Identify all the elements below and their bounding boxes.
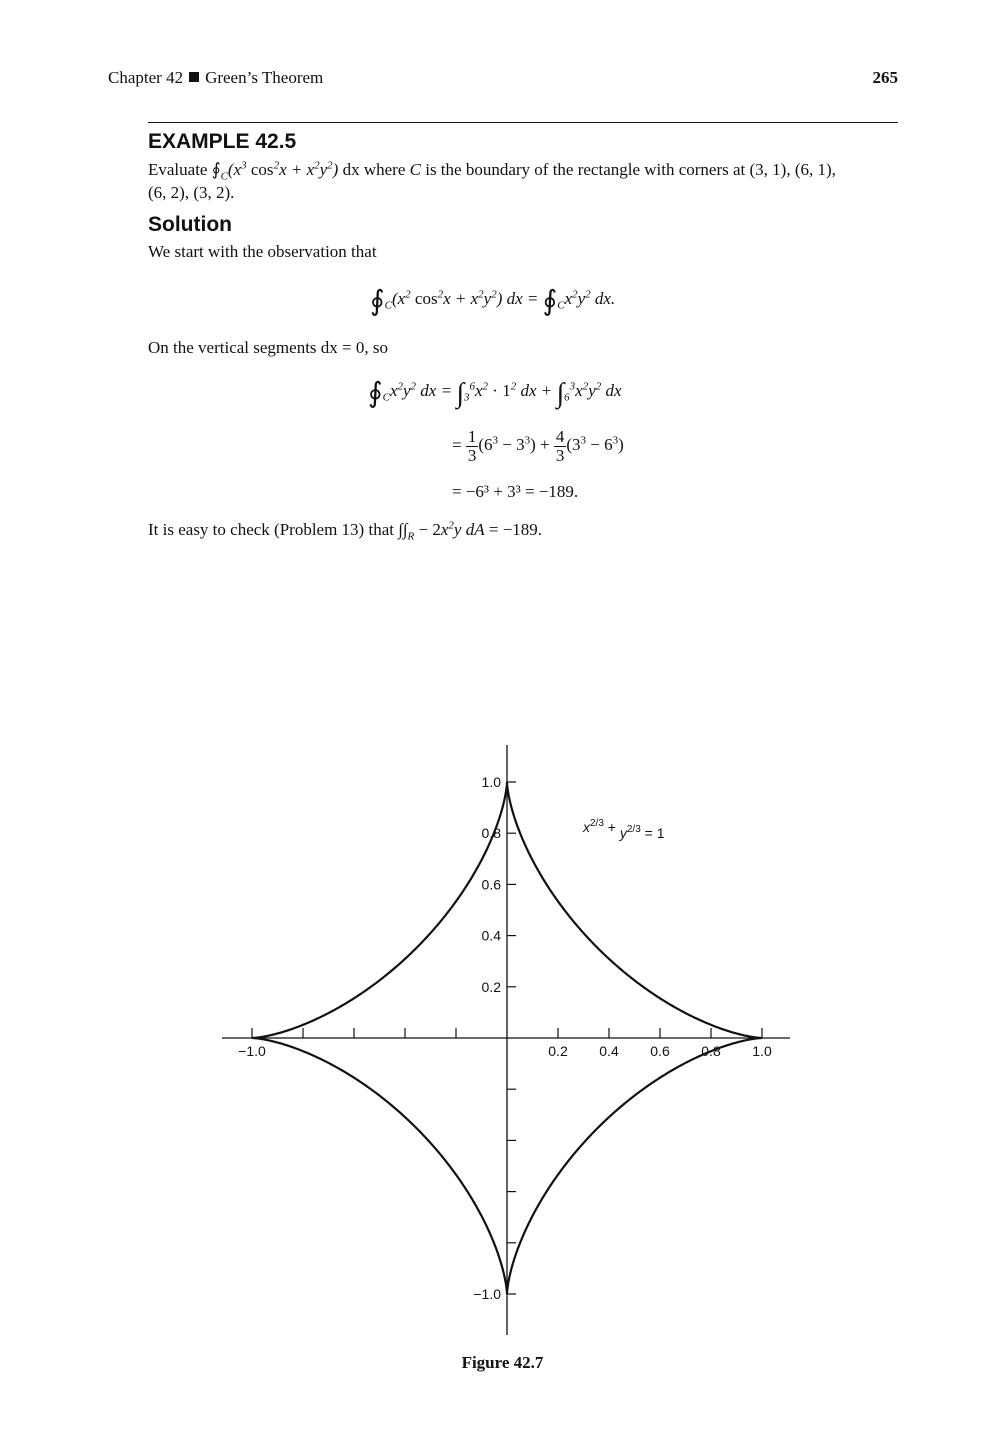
y-tick-label: −1.0 bbox=[473, 1286, 501, 1302]
page-number: 265 bbox=[872, 68, 898, 87]
prompt-integral: $∮_C(x^3$ $\cos^2x + x^2y^2$) bbox=[211, 159, 339, 183]
example-statement: Evaluate $∮_C(x^3$ $\cos^2x + x^2y^2$) dx where C is the boundary of the rectangle with corners at (3, 1), (6, 1), (6, 2), (3, 2). bbox=[148, 159, 836, 202]
x-tick-label: 0.8 bbox=[701, 1043, 721, 1059]
prompt-tail-1: dx where bbox=[342, 160, 406, 179]
y-tick-label: 0.6 bbox=[481, 876, 501, 893]
x-tick-label: −1.0 bbox=[238, 1043, 266, 1059]
check-suffix: = −189. bbox=[488, 520, 543, 539]
vertical-segment-note: On the vertical segments dx = 0, so bbox=[148, 338, 388, 357]
y-tick-label: 1.0 bbox=[481, 774, 501, 790]
check-prefix: It is easy to check (Problem 13) that bbox=[148, 520, 394, 539]
axes bbox=[222, 745, 790, 1335]
y-tick-label: 0.8 bbox=[481, 825, 501, 842]
y-tick-label: 0.4 bbox=[481, 927, 501, 944]
solution-intro: We start with the observation that bbox=[148, 242, 377, 261]
prompt-word: Evaluate bbox=[148, 160, 208, 179]
curve-label: $x^{2/3} + y^{2/3} = 1$ bbox=[583, 818, 665, 841]
prompt-tail-2: is the boundary of the rectangle with corners at (3, 1), (6, 1), bbox=[425, 160, 836, 179]
chapter-number: Chapter 42 bbox=[108, 68, 184, 87]
x-tick-label: 0.6 bbox=[650, 1043, 670, 1059]
equation-line-3: = −6³ + 3³ = −189. bbox=[452, 482, 579, 501]
equation-line-2: = $\frac{1}{3}$ $(6^3 - 3^3)$ + $\frac{4}{3}$ $(3^3 - 6^3)$ bbox=[452, 427, 624, 465]
x-tick-label: 1.0 bbox=[752, 1043, 772, 1059]
equation-line-1: $∮_Cx^2y^2$ dx = $\int_3^6x^2 \cdot 1^2$ dx + $\int_6^3x^2y^2$ dx bbox=[368, 378, 622, 409]
check-integral: $\int\int_R - 2x^2y$ dA bbox=[398, 519, 485, 543]
y-tick-label: 0.2 bbox=[481, 978, 501, 995]
example-title: EXAMPLE 42.5 bbox=[148, 130, 297, 153]
x-tick-label: 0.2 bbox=[548, 1043, 568, 1059]
prompt-line-2: (6, 2), (3, 2). bbox=[148, 183, 235, 202]
x-tick-label: 0.4 bbox=[599, 1043, 619, 1059]
figure-caption: Figure 42.7 bbox=[461, 1353, 544, 1372]
solution-title: Solution bbox=[148, 213, 232, 236]
section-title: Green’s Theorem bbox=[205, 68, 324, 87]
equation-observation: $∮_C(x^2$ $\cos^2x + x^2y^2$) dx = $∮_Cx^2y^2$ dx. bbox=[370, 286, 616, 317]
